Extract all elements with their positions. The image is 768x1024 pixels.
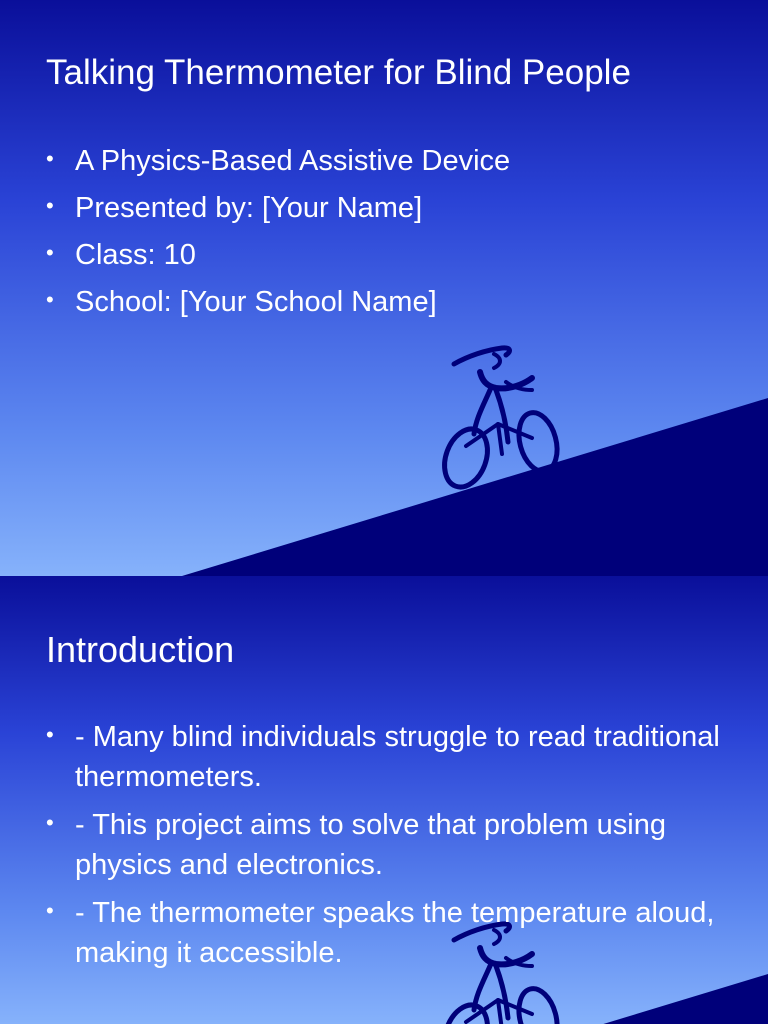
bullet-list (46, 141, 726, 329)
bullet-item (46, 805, 726, 885)
bullet-item (46, 893, 726, 973)
bullet-dot: • (46, 146, 54, 171)
bullet-text: Presented by: [Your Name] (75, 192, 423, 224)
bullet-list (46, 717, 726, 981)
bullet-dot: • (46, 810, 54, 835)
bullet-text: - This project aims to solve that problem using physics and electronics. (75, 809, 667, 881)
bullet-dot: • (46, 898, 54, 923)
bullet-item (46, 188, 726, 228)
bullet-dot: • (46, 193, 54, 218)
bullet-dot: • (46, 240, 54, 265)
bullet-dot: • (46, 722, 54, 747)
bullet-text: Class: 10 (75, 239, 196, 271)
slide-title: Introduction (46, 629, 235, 670)
bullet-text: - Many blind individuals struggle to read traditional thermometers. (75, 721, 720, 793)
bullet-dot: • (46, 287, 54, 312)
slide-2 (0, 576, 768, 1024)
bullet-item (46, 717, 726, 797)
bullet-text: School: [Your School Name] (75, 286, 437, 318)
bullet-item (46, 282, 726, 322)
bullet-text: A Physics-Based Assistive Device (75, 145, 511, 177)
cyclist-icon (436, 342, 566, 492)
bullet-text: - The thermometer speaks the temperature aloud, making it accessible. (75, 897, 715, 969)
slide-title: Talking Thermometer for Blind People (46, 53, 631, 92)
bullet-item (46, 235, 726, 275)
bullet-item (46, 141, 726, 181)
